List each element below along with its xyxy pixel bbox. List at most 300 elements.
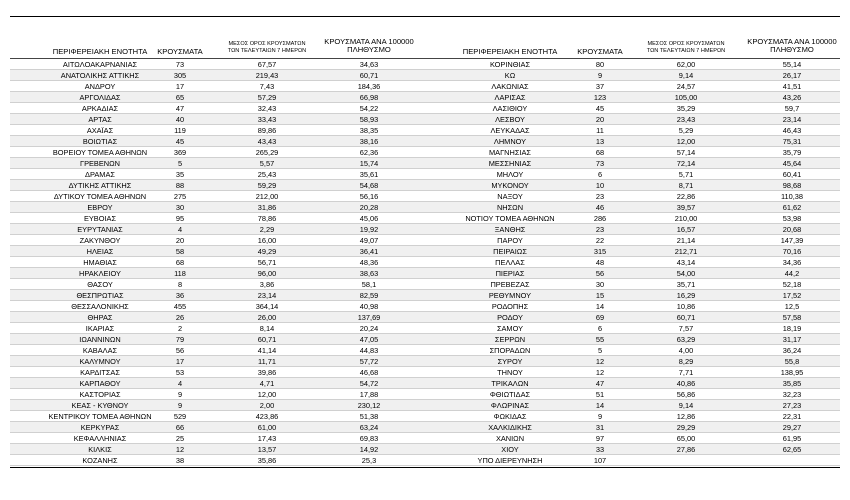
left-per100k-cell: 54,22 (359, 104, 379, 113)
left-cases-cell: 8 (177, 280, 183, 289)
right-avg7-cell: 5,29 (678, 126, 694, 135)
left-avg7-cell: 3,86 (259, 280, 275, 289)
left-avg7-cell: 67,57 (257, 60, 277, 69)
left-region-cell: ΘΕΣΠΡΩΤΙΑΣ (76, 291, 124, 300)
right-cases-cell: 37 (595, 82, 605, 91)
left-per100k-cell: 45,06 (359, 214, 379, 223)
table-row (10, 345, 840, 356)
left-avg7-cell: 17,43 (257, 434, 277, 443)
right-per100k-cell: 23,14 (782, 115, 802, 124)
right-cases-cell: 9 (597, 412, 603, 421)
left-per100k-cell: 48,36 (359, 258, 379, 267)
right-region-cell: ΛΑΚΩΝΙΑΣ (491, 82, 529, 91)
left-region-cell: ΒΟΙΩΤΙΑΣ (82, 137, 118, 146)
right-cases-cell: 31 (595, 423, 605, 432)
right-cases-cell: 14 (595, 302, 605, 311)
right-cases-cell: 80 (595, 60, 605, 69)
right-region-cell: ΚΟΡΙΝΘΙΑΣ (489, 60, 531, 69)
left-cases-cell: 529 (173, 412, 187, 421)
table-row (10, 389, 840, 400)
left-region-cell: ΘΗΡΑΣ (87, 313, 113, 322)
right-region-cell: ΤΗΝΟΥ (497, 368, 523, 377)
right-per100k-cell: 75,31 (782, 137, 802, 146)
table-row (10, 433, 840, 444)
left-cases-cell: 4 (177, 379, 183, 388)
right-region-cell: ΛΕΥΚΑΔΑΣ (490, 126, 530, 135)
left-avg7-cell: 60,71 (257, 335, 277, 344)
left-cases-cell: 369 (173, 148, 187, 157)
left-cases-cell: 118 (174, 269, 186, 278)
left-per100k-cell: 230,12 (357, 401, 381, 410)
right-cases-cell: 97 (595, 434, 605, 443)
header-avg-left-line2: ΤΩΝ ΤΕΛΕΥΤΑΙΩΝ 7 ΗΜΕΡΩΝ (227, 47, 307, 54)
left-region-cell: ΕΒΡΟΥ (87, 203, 113, 212)
table-row (10, 169, 840, 180)
left-avg7-cell: 33,43 (257, 115, 277, 124)
table-header (10, 36, 840, 56)
left-avg7-cell: 31,86 (257, 203, 277, 212)
header-avg-left (222, 41, 312, 54)
right-per100k-cell: 55,14 (782, 60, 802, 69)
table-row (10, 70, 840, 81)
right-per100k-cell: 61,62 (782, 203, 802, 212)
table-row (10, 213, 840, 224)
right-cases-cell: 15 (595, 291, 605, 300)
table-row (10, 455, 840, 466)
right-per100k-cell: 35,85 (782, 379, 802, 388)
table-row (10, 422, 840, 433)
right-region-cell: ΧΑΛΚΙΔΙΚΗΣ (488, 423, 532, 432)
right-avg7-cell: 7,71 (678, 368, 694, 377)
left-region-cell: ΒΟΡΕΙΟΥ ΤΟΜΕΑ ΑΘΗΝΩΝ (52, 148, 148, 157)
right-cases-cell: 107 (593, 456, 607, 465)
left-region-cell: ΙΚΑΡΙΑΣ (85, 324, 115, 333)
table-row (10, 257, 840, 268)
right-per100k-cell (745, 455, 839, 466)
right-avg7-cell: 39,57 (676, 203, 696, 212)
right-per100k-cell: 57,58 (782, 313, 802, 322)
right-region-cell: ΛΑΡΙΣΑΣ (494, 93, 526, 102)
right-per100k-cell: 36,24 (782, 346, 802, 355)
right-cases-cell: 10 (595, 181, 605, 190)
right-per100k-cell: 59,7 (784, 104, 800, 113)
table-row (10, 378, 840, 389)
right-avg7-cell: 35,29 (676, 104, 696, 113)
left-per100k-cell: 54,72 (359, 379, 379, 388)
left-avg7-cell: 16,00 (257, 236, 277, 245)
table-row (10, 136, 840, 147)
left-avg7-cell: 364,14 (255, 302, 279, 311)
left-per100k-cell: 46,68 (359, 368, 379, 377)
left-cases-cell: 38 (175, 456, 185, 465)
right-cases-cell: 315 (593, 247, 607, 256)
left-cases-cell: 9 (177, 401, 183, 410)
right-cases-cell: 11 (596, 126, 604, 135)
right-region-cell: ΦΩΚΙΔΑΣ (493, 412, 527, 421)
right-per100k-cell: 35,79 (782, 148, 802, 157)
right-avg7-cell: 12,00 (676, 137, 696, 146)
header-per100k-right (745, 38, 839, 55)
right-avg7-cell (640, 455, 732, 466)
left-region-cell: ΗΛΕΙΑΣ (86, 247, 114, 256)
right-cases-cell: 23 (595, 192, 605, 201)
right-per100k-cell: 61,95 (782, 434, 802, 443)
right-avg7-cell: 29,29 (676, 423, 696, 432)
left-region-cell: ΚΟΖΑΝΗΣ (82, 456, 118, 465)
left-avg7-cell: 423,86 (255, 412, 279, 421)
table-row (10, 400, 840, 411)
left-per100k-cell: 14,92 (359, 445, 379, 454)
right-per100k-cell: 34,36 (782, 258, 802, 267)
left-avg7-cell: 32,43 (257, 104, 277, 113)
right-avg7-cell: 62,00 (676, 60, 696, 69)
left-cases-cell: 53 (175, 368, 185, 377)
right-per100k-cell: 98,68 (782, 181, 802, 190)
left-cases-cell: 5 (177, 159, 183, 168)
table-row (10, 334, 840, 345)
left-per100k-cell: 44,83 (359, 346, 379, 355)
left-cases-cell: 20 (175, 236, 185, 245)
right-region-cell: ΝΟΤΙΟΥ ΤΟΜΕΑ ΑΘΗΝΩΝ (465, 214, 555, 223)
header-avg-right-line1: ΜΕΣΟΣ ΟΡΟΣ ΚΡΟΥΣΜΑΤΩΝ (647, 41, 725, 47)
left-region-cell: ΙΩΑΝΝΙΝΩΝ (79, 335, 121, 344)
left-cases-cell: 88 (175, 181, 185, 190)
left-avg7-cell: 49,29 (257, 247, 277, 256)
right-avg7-cell: 23,43 (676, 115, 696, 124)
left-avg7-cell: 5,57 (259, 159, 275, 168)
right-region-cell: ΜΥΚΟΝΟΥ (491, 181, 529, 190)
table-row (10, 224, 840, 235)
right-region-cell: ΝΗΣΩΝ (496, 203, 524, 212)
right-per100k-cell: 27,23 (782, 401, 802, 410)
left-region-cell: ΚΑΡΠΑΘΟΥ (79, 379, 121, 388)
right-region-cell: ΧΑΝΙΩΝ (495, 434, 525, 443)
left-per100k-cell: 47,05 (359, 335, 379, 344)
table-row (10, 81, 840, 92)
right-region-cell: ΡΟΔΟΥ (497, 313, 523, 322)
right-avg7-cell: 27,86 (676, 445, 696, 454)
right-per100k-cell: 22,31 (782, 412, 802, 421)
right-avg7-cell: 9,14 (678, 401, 694, 410)
left-cases-cell: 35 (175, 170, 185, 179)
right-avg7-cell: 212,71 (674, 247, 698, 256)
right-cases-cell: 286 (593, 214, 607, 223)
right-per100k-cell: 26,17 (782, 71, 802, 80)
right-avg7-cell: 72,14 (676, 159, 696, 168)
left-region-cell: ΚΑΛΥΜΝΟΥ (79, 357, 121, 366)
left-per100k-cell: 57,72 (359, 357, 379, 366)
right-per100k-cell: 20,68 (782, 225, 802, 234)
right-cases-cell: 22 (595, 236, 605, 245)
right-region-cell: ΧΙΟΥ (501, 445, 519, 454)
right-per100k-cell: 110,38 (780, 192, 804, 201)
right-cases-cell: 68 (595, 148, 605, 157)
right-avg7-cell: 56,86 (676, 390, 696, 399)
right-avg7-cell: 9,14 (678, 71, 694, 80)
left-cases-cell: 30 (175, 203, 185, 212)
right-cases-cell: 45 (595, 104, 605, 113)
left-region-cell: ΑΡΓΟΛΙΔΑΣ (79, 93, 121, 102)
left-region-cell: ΚΙΛΚΙΣ (88, 445, 112, 454)
right-cases-cell: 123 (593, 93, 607, 102)
right-per100k-cell: 17,52 (782, 291, 802, 300)
right-avg7-cell: 24,57 (676, 82, 696, 91)
right-avg7-cell: 210,00 (674, 214, 698, 223)
right-avg7-cell: 63,29 (676, 335, 696, 344)
right-cases-cell: 55 (595, 335, 605, 344)
left-cases-cell: 58 (175, 247, 185, 256)
header-per100k-left-line1: ΚΡΟΥΣΜΑΤΑ ΑΝΑ 100000 (324, 37, 414, 46)
right-per100k-cell: 45,64 (782, 159, 802, 168)
left-region-cell: ΑΙΤΩΛΟΑΚΑΡΝΑΝΙΑΣ (62, 60, 138, 69)
right-region-cell: ΞΑΝΘΗΣ (494, 225, 526, 234)
right-region-cell: ΦΛΩΡΙΝΑΣ (490, 401, 530, 410)
right-per100k-cell: 70,16 (782, 247, 802, 256)
left-cases-cell: 45 (175, 137, 185, 146)
left-avg7-cell: 35,86 (257, 456, 277, 465)
left-avg7-cell: 8,14 (259, 324, 275, 333)
table-row (10, 235, 840, 246)
right-avg7-cell: 21,14 (676, 236, 696, 245)
left-per100k-cell: 54,68 (359, 181, 379, 190)
header-avg-right (640, 41, 732, 54)
right-per100k-cell: 52,18 (782, 280, 802, 289)
right-cases-cell: 20 (595, 115, 605, 124)
left-per100k-cell: 137,69 (357, 313, 381, 322)
right-avg7-cell: 5,71 (678, 170, 694, 179)
left-per100k-cell: 58,93 (359, 115, 379, 124)
right-region-cell: ΜΑΓΝΗΣΙΑΣ (489, 148, 531, 157)
left-region-cell: ΚΕΦΑΛΛΗΝΙΑΣ (73, 434, 127, 443)
left-per100k-cell: 63,24 (359, 423, 379, 432)
left-per100k-cell: 51,38 (359, 412, 379, 421)
left-avg7-cell: 7,43 (259, 82, 275, 91)
left-per100k-cell: 34,63 (359, 60, 379, 69)
left-region-cell: ΑΧΑΪΑΣ (86, 126, 114, 135)
right-region-cell: ΥΠΟ ΔΙΕΡΕΥΝΗΣΗ (477, 456, 543, 465)
left-cases-cell: 26 (175, 313, 185, 322)
left-avg7-cell: 39,86 (257, 368, 277, 377)
right-per100k-cell: 32,23 (782, 390, 802, 399)
left-cases-cell: 2 (177, 324, 183, 333)
table-row (10, 246, 840, 257)
right-region-cell: ΣΠΟΡΑΔΩΝ (489, 346, 531, 355)
header-avg-left-line1: ΜΕΣΟΣ ΟΡΟΣ ΚΡΟΥΣΜΑΤΩΝ (228, 41, 306, 47)
right-cases-cell: 47 (595, 379, 605, 388)
right-cases-cell: 51 (595, 390, 605, 399)
right-per100k-cell: 138,95 (780, 368, 804, 377)
right-per100k-cell: 55,8 (784, 357, 800, 366)
right-cases-cell: 23 (595, 225, 605, 234)
right-avg7-cell: 12,86 (676, 412, 696, 421)
left-region-cell: ΚΕΑΣ - ΚΥΘΝΟΥ (71, 401, 129, 410)
top-rule (10, 16, 840, 17)
left-avg7-cell: 89,86 (257, 126, 277, 135)
left-avg7-cell: 219,43 (255, 71, 279, 80)
right-avg7-cell: 4,00 (678, 346, 694, 355)
table-row (10, 411, 840, 422)
left-avg7-cell: 212,00 (255, 192, 279, 201)
left-cases-cell: 73 (175, 60, 185, 69)
left-avg7-cell: 23,14 (257, 291, 277, 300)
left-cases-cell: 40 (175, 115, 185, 124)
left-per100k-cell: 20,28 (359, 203, 379, 212)
left-cases-cell: 47 (175, 104, 185, 113)
table-row (10, 103, 840, 114)
left-region-cell: ΗΡΑΚΛΕΙΟΥ (79, 269, 121, 278)
left-per100k-cell: 19,92 (359, 225, 379, 234)
table-row (10, 301, 840, 312)
right-per100k-cell: 12,5 (784, 302, 800, 311)
left-cases-cell: 9 (177, 390, 183, 399)
right-per100k-cell: 29,27 (782, 423, 802, 432)
left-region-cell: ΕΥΡΥΤΑΝΙΑΣ (77, 225, 123, 234)
left-avg7-cell: 2,00 (259, 401, 275, 410)
left-cases-cell: 275 (173, 192, 187, 201)
left-per100k-cell: 49,07 (359, 236, 379, 245)
right-cases-cell: 14 (595, 401, 605, 410)
left-per100k-cell: 40,98 (359, 302, 379, 311)
left-cases-cell: 119 (174, 126, 186, 135)
right-region-cell: ΠΙΕΡΙΑΣ (495, 269, 525, 278)
left-avg7-cell: 265,29 (255, 148, 279, 157)
table-row (10, 147, 840, 158)
right-per100k-cell: 44,2 (784, 269, 800, 278)
right-region-cell: ΣΑΜΟΥ (496, 324, 524, 333)
right-per100k-cell: 18,19 (782, 324, 802, 333)
left-per100k-cell: 15,74 (359, 159, 379, 168)
right-avg7-cell: 8,29 (678, 357, 694, 366)
right-region-cell: ΜΕΣΣΗΝΙΑΣ (488, 159, 532, 168)
left-cases-cell: 17 (175, 82, 185, 91)
right-region-cell: ΠΕΙΡΑΙΩΣ (493, 247, 527, 256)
left-region-cell: ΔΡΑΜΑΣ (85, 170, 115, 179)
right-cases-cell: 6 (597, 324, 603, 333)
left-avg7-cell: 26,00 (257, 313, 277, 322)
table-body (10, 59, 840, 466)
right-avg7-cell: 105,00 (674, 93, 698, 102)
right-region-cell: ΣΥΡΟΥ (497, 357, 523, 366)
table-row (10, 268, 840, 279)
left-region-cell: ΕΥΒΟΙΑΣ (83, 214, 117, 223)
right-per100k-cell: 147,39 (780, 236, 804, 245)
table-row (10, 59, 840, 70)
table-row (10, 279, 840, 290)
left-cases-cell: 455 (173, 302, 187, 311)
right-region-cell: ΜΗΛΟΥ (496, 170, 524, 179)
left-per100k-cell: 36,41 (359, 247, 379, 256)
table-row (10, 125, 840, 136)
table-row (10, 202, 840, 213)
right-per100k-cell: 41,51 (782, 82, 802, 91)
left-per100k-cell: 38,16 (359, 137, 379, 146)
left-region-cell: ΚΑΒΑΛΑΣ (82, 346, 118, 355)
left-region-cell: ΔΥΤΙΚΟΥ ΤΟΜΕΑ ΑΘΗΝΩΝ (53, 192, 147, 201)
right-avg7-cell: 57,14 (676, 148, 696, 157)
left-region-cell: ΘΑΣΟΥ (87, 280, 113, 289)
table-row (10, 323, 840, 334)
right-region-cell: ΛΕΣΒΟΥ (495, 115, 525, 124)
left-cases-cell: 65 (175, 93, 185, 102)
right-per100k-cell: 46,43 (782, 126, 802, 135)
left-per100k-cell: 38,63 (359, 269, 379, 278)
right-region-cell: ΡΟΔΟΠΗΣ (491, 302, 529, 311)
left-avg7-cell: 61,00 (257, 423, 277, 432)
left-avg7-cell: 59,29 (257, 181, 277, 190)
left-cases-cell: 25 (175, 434, 185, 443)
table-row (10, 114, 840, 125)
left-per100k-cell: 20,24 (359, 324, 379, 333)
left-region-cell: ΑΝΑΤΟΛΙΚΗΣ ΑΤΤΙΚΗΣ (60, 71, 140, 80)
header-per100k-left-line2: ΠΛΗΘΥΣΜΟ (347, 45, 391, 55)
left-cases-cell: 66 (175, 423, 185, 432)
left-region-cell: ΚΕΝΤΡΙΚΟΥ ΤΟΜΕΑ ΑΘΗΝΩΝ (48, 412, 152, 421)
right-avg7-cell: 16,57 (676, 225, 696, 234)
right-avg7-cell: 40,86 (676, 379, 696, 388)
left-cases-cell: 68 (175, 258, 185, 267)
header-per100k-right-line1: ΚΡΟΥΣΜΑΤΑ ΑΝΑ 100000 (747, 37, 837, 46)
right-avg7-cell: 10,86 (676, 302, 696, 311)
header-avg-right-line2: ΤΩΝ ΤΕΛΕΥΤΑΙΩΝ 7 ΗΜΕΡΩΝ (646, 47, 726, 54)
left-region-cell: ΘΕΣΣΑΛΟΝΙΚΗΣ (71, 302, 129, 311)
left-avg7-cell: 13,57 (257, 445, 277, 454)
left-region-cell: ΑΡΚΑΔΙΑΣ (81, 104, 119, 113)
left-cases-cell: 12 (175, 445, 185, 454)
left-region-cell: ΑΡΤΑΣ (88, 115, 112, 124)
right-avg7-cell: 7,57 (678, 324, 694, 333)
right-region-cell: ΛΑΣΙΘΙΟΥ (492, 104, 528, 113)
table-row (10, 191, 840, 202)
right-avg7-cell: 8,71 (678, 181, 694, 190)
right-region-cell: ΡΕΘΥΜΝΟΥ (488, 291, 532, 300)
right-cases-cell: 33 (595, 445, 605, 454)
right-cases-cell: 9 (597, 71, 603, 80)
right-per100k-cell: 53,98 (782, 214, 802, 223)
right-region-cell: ΚΩ (504, 71, 516, 80)
left-per100k-cell: 184,36 (357, 82, 381, 91)
left-cases-cell: 17 (175, 357, 185, 366)
header-region-left: ΠΕΡΙΦΕΡΕΙΑΚΗ ΕΝΟΤΗΤΑ (52, 47, 148, 56)
left-region-cell: ΓΡΕΒΕΝΩΝ (80, 159, 120, 168)
right-region-cell: ΛΗΜΝΟΥ (493, 137, 527, 146)
header-region-right: ΠΕΡΙΦΕΡΕΙΑΚΗ ΕΝΟΤΗΤΑ (462, 47, 558, 56)
left-cases-cell: 79 (175, 335, 185, 344)
header-cases-right: ΚΡΟΥΣΜΑΤΑ (577, 47, 623, 56)
right-cases-cell: 46 (595, 203, 605, 212)
right-cases-cell: 56 (595, 269, 605, 278)
left-avg7-cell: 56,71 (257, 258, 277, 267)
header-per100k-right-line2: ΠΛΗΘΥΣΜΟ (770, 45, 814, 55)
right-avg7-cell: 22,86 (676, 192, 696, 201)
right-region-cell: ΠΡΕΒΕΖΑΣ (490, 280, 530, 289)
right-region-cell: ΠΑΡΟΥ (497, 236, 523, 245)
right-avg7-cell: 54,00 (676, 269, 696, 278)
left-region-cell: ΚΑΡΔΙΤΣΑΣ (80, 368, 120, 377)
right-per100k-cell: 62,65 (782, 445, 802, 454)
right-cases-cell: 12 (595, 357, 605, 366)
left-avg7-cell: 11,71 (258, 357, 276, 366)
right-avg7-cell: 43,14 (676, 258, 696, 267)
table-row (10, 367, 840, 378)
left-per100k-cell: 38,35 (359, 126, 379, 135)
right-cases-cell: 48 (595, 258, 605, 267)
left-per100k-cell: 17,88 (359, 390, 379, 399)
left-per100k-cell: 60,71 (359, 71, 379, 80)
left-avg7-cell: 78,86 (257, 214, 277, 223)
right-region-cell: ΣΕΡΡΩΝ (494, 335, 526, 344)
left-per100k-cell: 66,98 (359, 93, 379, 102)
right-avg7-cell: 35,71 (676, 280, 696, 289)
